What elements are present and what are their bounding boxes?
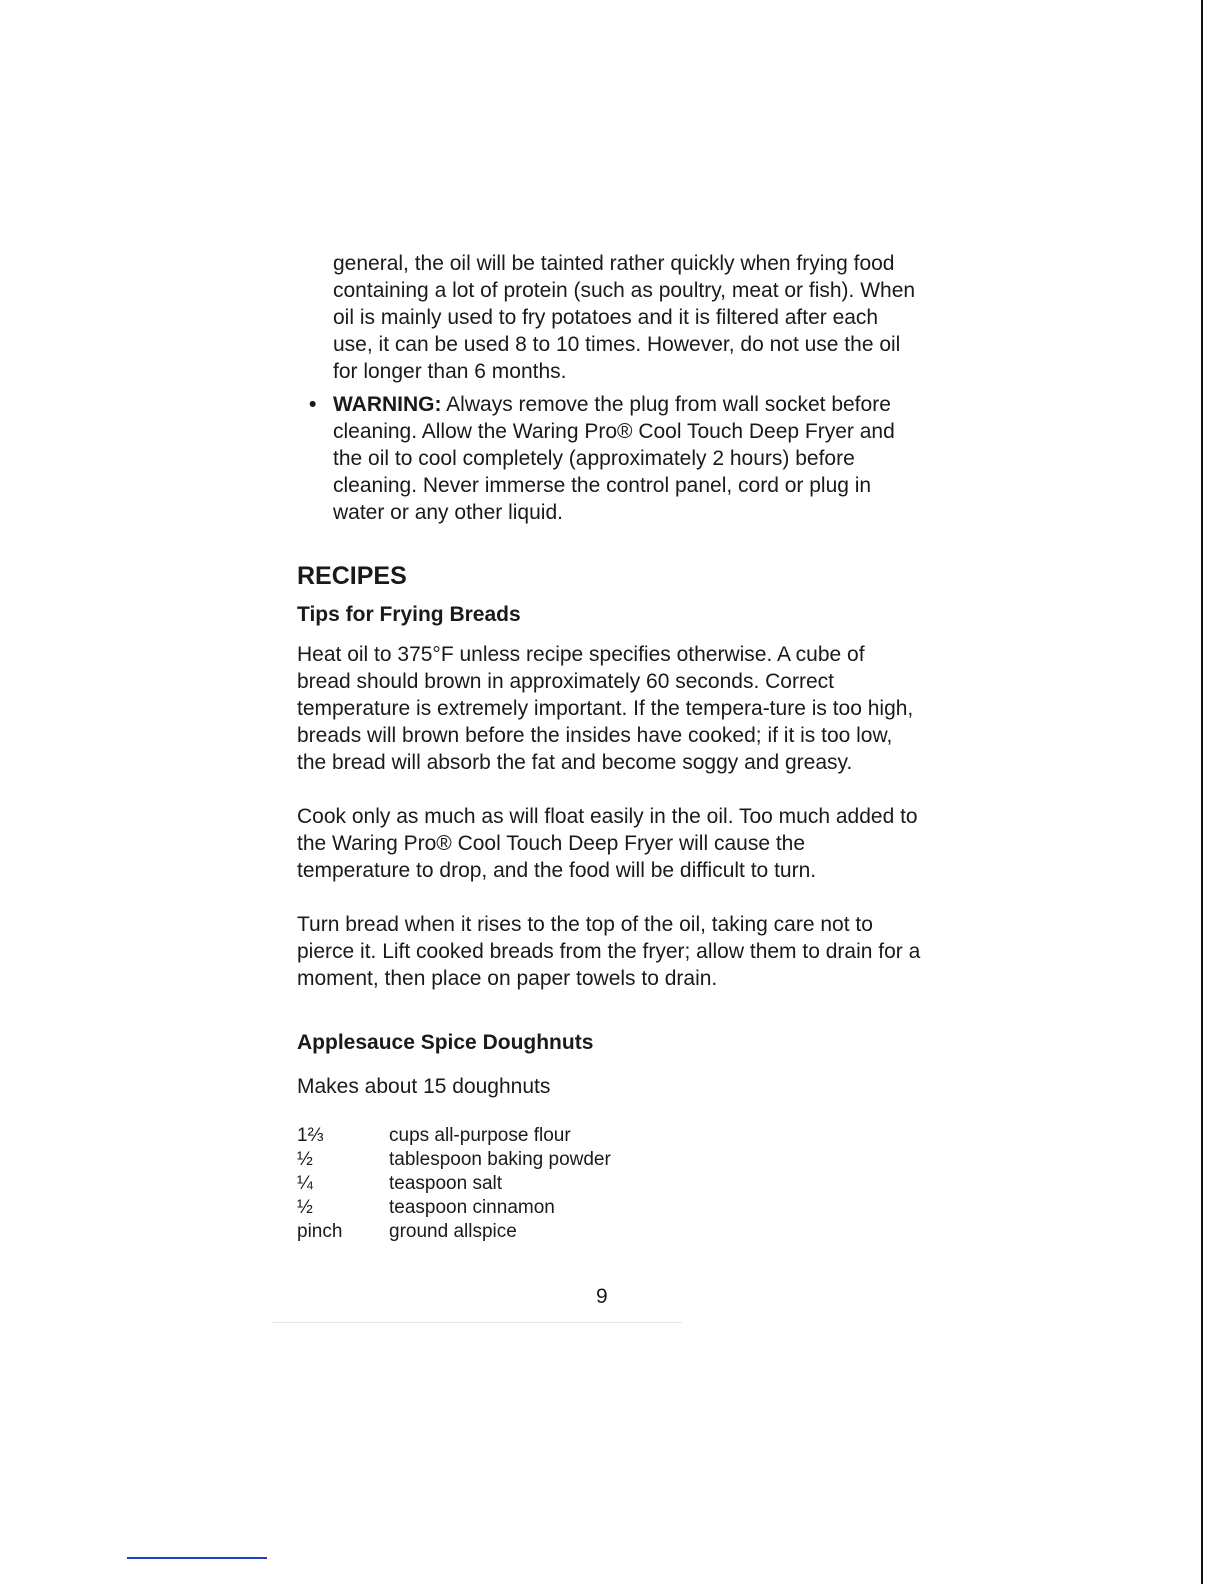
ingredient-row — [297, 1124, 922, 1148]
page-content — [297, 250, 922, 1244]
ingredient-quantity: ½ — [297, 1197, 313, 1219]
warning-text — [333, 391, 922, 526]
ingredient-item: tablespoon baking powder — [389, 1149, 611, 1171]
bullet-icon: • — [309, 393, 317, 416]
ingredient-row — [297, 1196, 922, 1220]
ingredient-item: ground allspice — [389, 1221, 517, 1243]
ingredient-row — [297, 1220, 922, 1244]
ingredient-quantity: ¼ — [297, 1173, 313, 1195]
intro-paragraph: general, the oil will be tainted rather quickly when frying food containing a lot of protein (such as poultry, meat or fish). When oil is mainly used to fry potatoes and it is filtered after each use, it can be used 8 to 10 times. However, do not use the oil for longer than 6 months. — [333, 252, 916, 383]
recipe-yield: Makes about 15 doughnuts — [297, 1075, 551, 1099]
warning-bullet — [309, 391, 922, 526]
ingredient-item: teaspoon salt — [389, 1173, 503, 1195]
recipe-title: Applesauce Spice Doughnuts — [297, 1031, 594, 1054]
ingredient-quantity: pinch — [297, 1221, 343, 1243]
ingredient-quantity: ½ — [297, 1149, 313, 1171]
ingredient-item: teaspoon cinnamon — [389, 1197, 555, 1219]
ingredient-quantity: 1⅔ — [297, 1125, 324, 1147]
warning-label: WARNING: — [333, 393, 442, 416]
ingredient-row — [297, 1172, 922, 1196]
ingredient-list — [297, 1124, 922, 1244]
warning-body: Always remove the plug from wall socket before cleaning. Allow the Waring Pro® Cool Touch Deep Fryer and the oil to cool completely (approximately 2 hours) before cleaning. Never immerse the control panel, cord or plug in water or any other liquid. — [333, 393, 895, 524]
footnote-link-rule — [127, 1557, 267, 1559]
ingredient-row — [297, 1148, 922, 1172]
tips-paragraph-2: Cook only as much as will float easily in the oil. Too much added to the Waring Pro® Cool Touch Deep Fryer will cause the temperature to drop, and the food will be difficult to turn. — [297, 805, 918, 882]
section-title: RECIPES — [297, 562, 407, 590]
ingredient-item: cups all-purpose flour — [389, 1125, 571, 1147]
scan-rule — [272, 1322, 682, 1323]
tips-heading: Tips for Frying Breads — [297, 603, 521, 626]
page-edge-divider — [1201, 0, 1203, 1584]
page-number: 9 — [596, 1285, 608, 1308]
tips-paragraph-1: Heat oil to 375°F unless recipe specifies otherwise. A cube of bread should brown in approximately 60 seconds. Correct temperature is extremely important. If the tempera-ture is too high, breads will brown before the insides have cooked; if it is too low, the bread will absorb the fat and become soggy and greasy. — [297, 643, 914, 774]
tips-paragraph-3: Turn bread when it rises to the top of the oil, taking care not to pierce it. Lift cooked breads from the fryer; allow them to drain for a moment, then place on paper towels to drain. — [297, 913, 921, 990]
